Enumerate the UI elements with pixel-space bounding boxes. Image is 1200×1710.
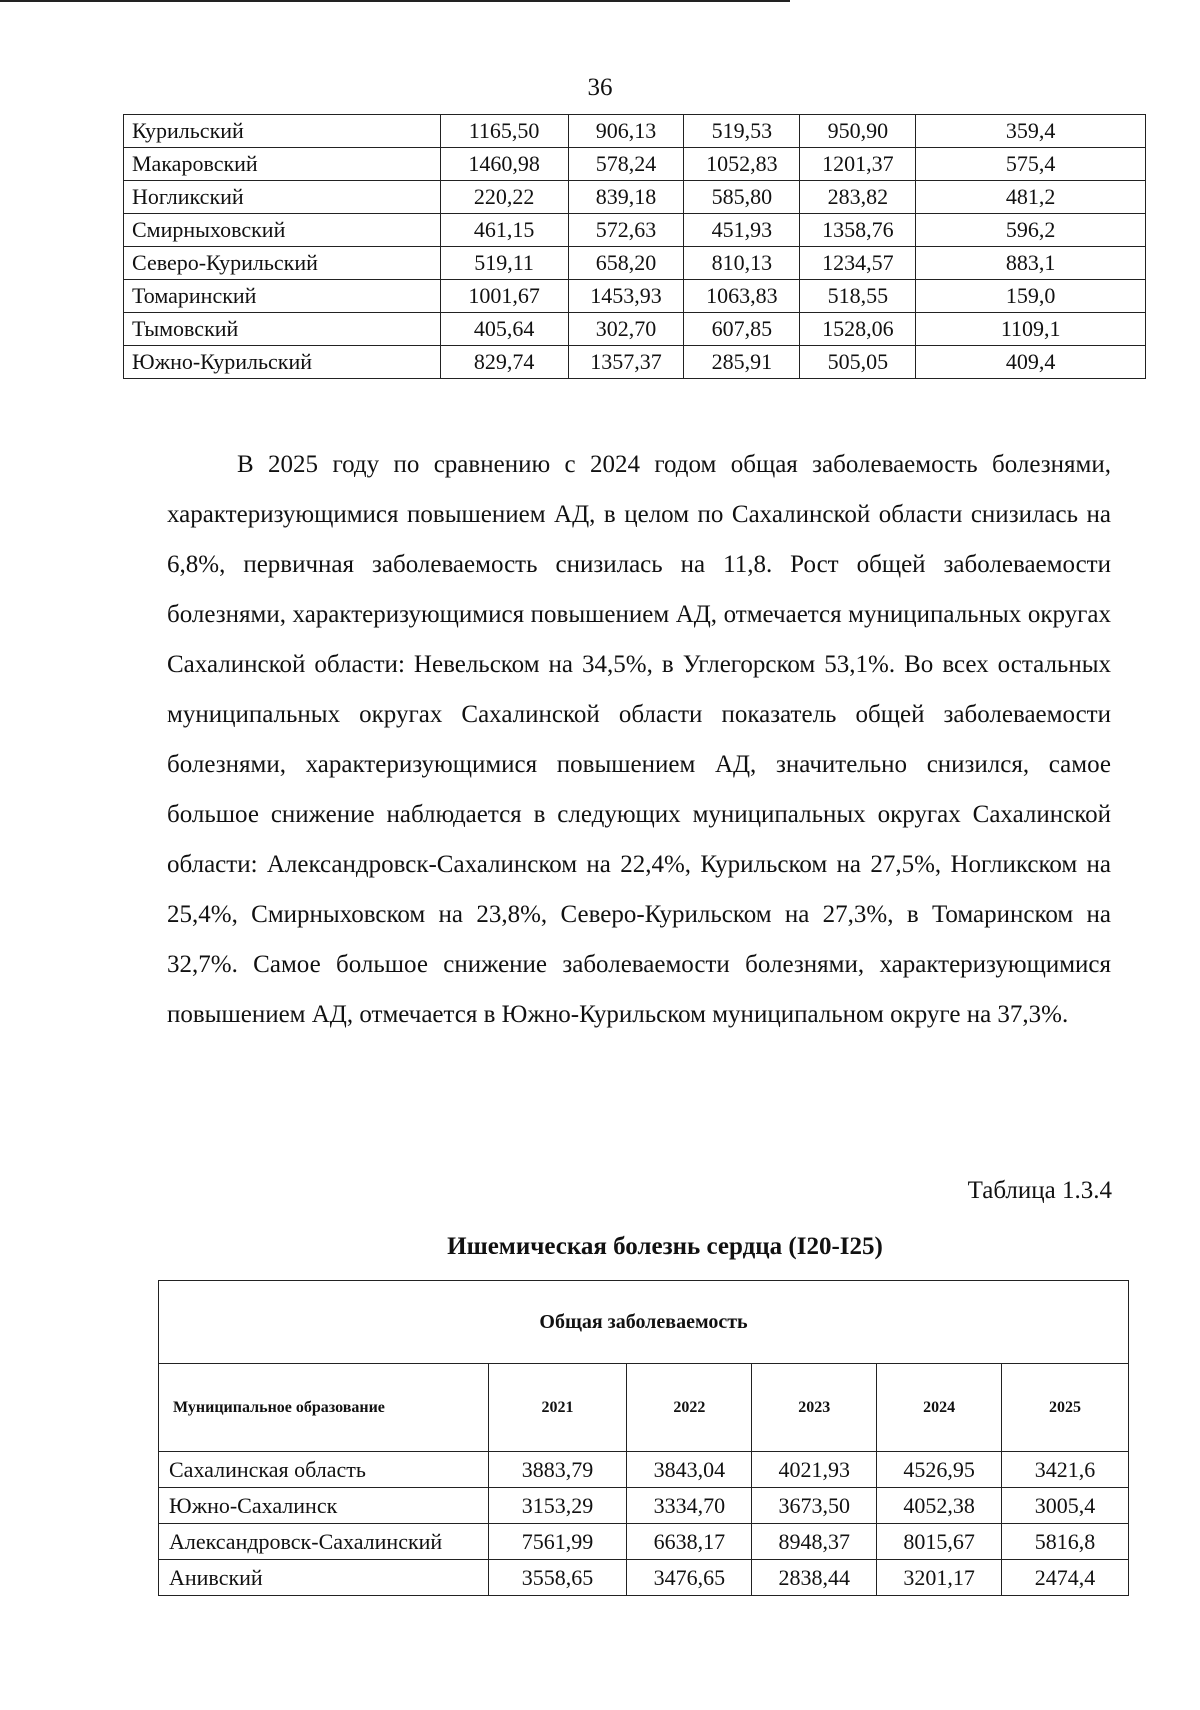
table-row (124, 181, 1146, 214)
value-cell: 8015,67 (877, 1524, 1002, 1560)
value-cell: 8948,37 (752, 1524, 877, 1560)
value-cell: 906,13 (568, 115, 684, 148)
value-cell: 1460,98 (440, 148, 568, 181)
value-cell: 6638,17 (627, 1524, 752, 1560)
row-name-cell: Северо-Курильский (124, 247, 441, 280)
value-cell: 505,05 (800, 346, 916, 379)
table-number-label: Таблица 1.3.4 (967, 1177, 1112, 1204)
value-cell: 405,64 (440, 313, 568, 346)
table-row (124, 247, 1146, 280)
value-cell: 1453,93 (568, 280, 684, 313)
row-name-cell: Сахалинская область (159, 1452, 489, 1488)
header-year-2023: 2023 (752, 1364, 877, 1452)
value-cell: 451,93 (684, 214, 800, 247)
table-header-row (159, 1364, 1129, 1452)
value-cell: 285,91 (684, 346, 800, 379)
row-name-cell: Александровск-Сахалинский (159, 1524, 489, 1560)
top-border-line (0, 0, 790, 2)
value-cell: 839,18 (568, 181, 684, 214)
row-name-cell: Макаровский (124, 148, 441, 181)
row-name-cell: Анивский (159, 1560, 489, 1596)
value-cell: 1001,67 (440, 280, 568, 313)
row-name-cell: Курильский (124, 115, 441, 148)
value-cell: 2474,4 (1002, 1560, 1129, 1596)
value-cell: 518,55 (800, 280, 916, 313)
table-row (124, 313, 1146, 346)
value-cell: 3673,50 (752, 1488, 877, 1524)
table-title: Ишемическая болезнь сердца (I20-I25) (447, 1233, 883, 1260)
value-cell: 4526,95 (877, 1452, 1002, 1488)
header-year-2021: 2021 (488, 1364, 627, 1452)
value-cell: 4052,38 (877, 1488, 1002, 1524)
value-cell: 1063,83 (684, 280, 800, 313)
value-cell: 5816,8 (1002, 1524, 1129, 1560)
value-cell: 3334,70 (627, 1488, 752, 1524)
value-cell: 1109,1 (916, 313, 1146, 346)
header-municipality: Муниципальное образование (159, 1364, 489, 1452)
value-cell: 829,74 (440, 346, 568, 379)
table-row (124, 115, 1146, 148)
row-name-cell: Смирныховский (124, 214, 441, 247)
value-cell: 283,82 (800, 181, 916, 214)
value-cell: 578,24 (568, 148, 684, 181)
value-cell: 1052,83 (684, 148, 800, 181)
row-name-cell: Томаринский (124, 280, 441, 313)
value-cell: 3153,29 (488, 1488, 627, 1524)
page-number: 36 (587, 74, 613, 101)
value-cell: 7561,99 (488, 1524, 627, 1560)
table-row (124, 280, 1146, 313)
header-year-2025: 2025 (1002, 1364, 1129, 1452)
value-cell: 3005,4 (1002, 1488, 1129, 1524)
value-cell: 519,11 (440, 247, 568, 280)
value-cell: 607,85 (684, 313, 800, 346)
value-cell: 3843,04 (627, 1452, 752, 1488)
value-cell: 950,90 (800, 115, 916, 148)
value-cell: 1357,37 (568, 346, 684, 379)
analysis-paragraph: В 2025 году по сравнению с 2024 годом общая заболеваемость болезнями, характеризующимися повышением АД, в целом по Сахалинской области снизилась на 6,8%, первичная заболеваемость снизилась на 11,8. Рост общей заболеваемости болезнями, характеризующимися повышением АД, отмечается муниципальных округах Сахалинской области: Невельском на 34,5%, в Углегорском 53,1%. Во всех остальных муниципальных округах Сахалинской области показатель общей заболеваемости болезнями, характеризующимися повышением АД, значительно снизился, самое большое снижение наблюдается в следующих муниципальных округах Сахалинской области: Александровск-Сахалинском на 22,4%, Курильском на 27,5%, Ногликском на 25,4%, Смирныховском на 23,8%, Северо-Курильском на 27,3%, в Томаринском на 32,7%. Самое большое снижение заболеваемости болезнями, характеризующимися повышением АД, отмечается в Южно-Курильском муниципальном округе на 37,3%. (167, 451, 1111, 1028)
value-cell: 359,4 (916, 115, 1146, 148)
table-row (159, 1488, 1129, 1524)
value-cell: 4021,93 (752, 1452, 877, 1488)
value-cell: 1165,50 (440, 115, 568, 148)
value-cell: 1201,37 (800, 148, 916, 181)
value-cell: 575,4 (916, 148, 1146, 181)
value-cell: 596,2 (916, 214, 1146, 247)
value-cell: 3883,79 (488, 1452, 627, 1488)
row-name-cell: Южно-Сахалинск (159, 1488, 489, 1524)
row-name-cell: Ногликский (124, 181, 441, 214)
value-cell: 883,1 (916, 247, 1146, 280)
value-cell: 159,0 (916, 280, 1146, 313)
value-cell: 810,13 (684, 247, 800, 280)
value-cell: 658,20 (568, 247, 684, 280)
value-cell: 3558,65 (488, 1560, 627, 1596)
value-cell: 1528,06 (800, 313, 916, 346)
value-cell: 302,70 (568, 313, 684, 346)
table-row (159, 1524, 1129, 1560)
value-cell: 585,80 (684, 181, 800, 214)
value-cell: 1234,57 (800, 247, 916, 280)
header-year-2024: 2024 (877, 1364, 1002, 1452)
value-cell: 572,63 (568, 214, 684, 247)
value-cell: 461,15 (440, 214, 568, 247)
row-name-cell: Тымовский (124, 313, 441, 346)
table-row (124, 148, 1146, 181)
table-row (124, 346, 1146, 379)
value-cell: 519,53 (684, 115, 800, 148)
value-cell: 3476,65 (627, 1560, 752, 1596)
table-row (124, 214, 1146, 247)
row-name-cell: Южно-Курильский (124, 346, 441, 379)
table-caption-row (159, 1281, 1129, 1364)
value-cell: 1358,76 (800, 214, 916, 247)
value-cell: 481,2 (916, 181, 1146, 214)
table-row (159, 1452, 1129, 1488)
value-cell: 3201,17 (877, 1560, 1002, 1596)
table-row (159, 1560, 1129, 1596)
table-caption: Общая заболеваемость (159, 1281, 1129, 1364)
value-cell: 409,4 (916, 346, 1146, 379)
value-cell: 220,22 (440, 181, 568, 214)
ischemic-heart-disease-table (158, 1280, 1129, 1596)
value-cell: 2838,44 (752, 1560, 877, 1596)
header-year-2022: 2022 (627, 1364, 752, 1452)
value-cell: 3421,6 (1002, 1452, 1129, 1488)
district-data-table-continued (123, 114, 1146, 379)
